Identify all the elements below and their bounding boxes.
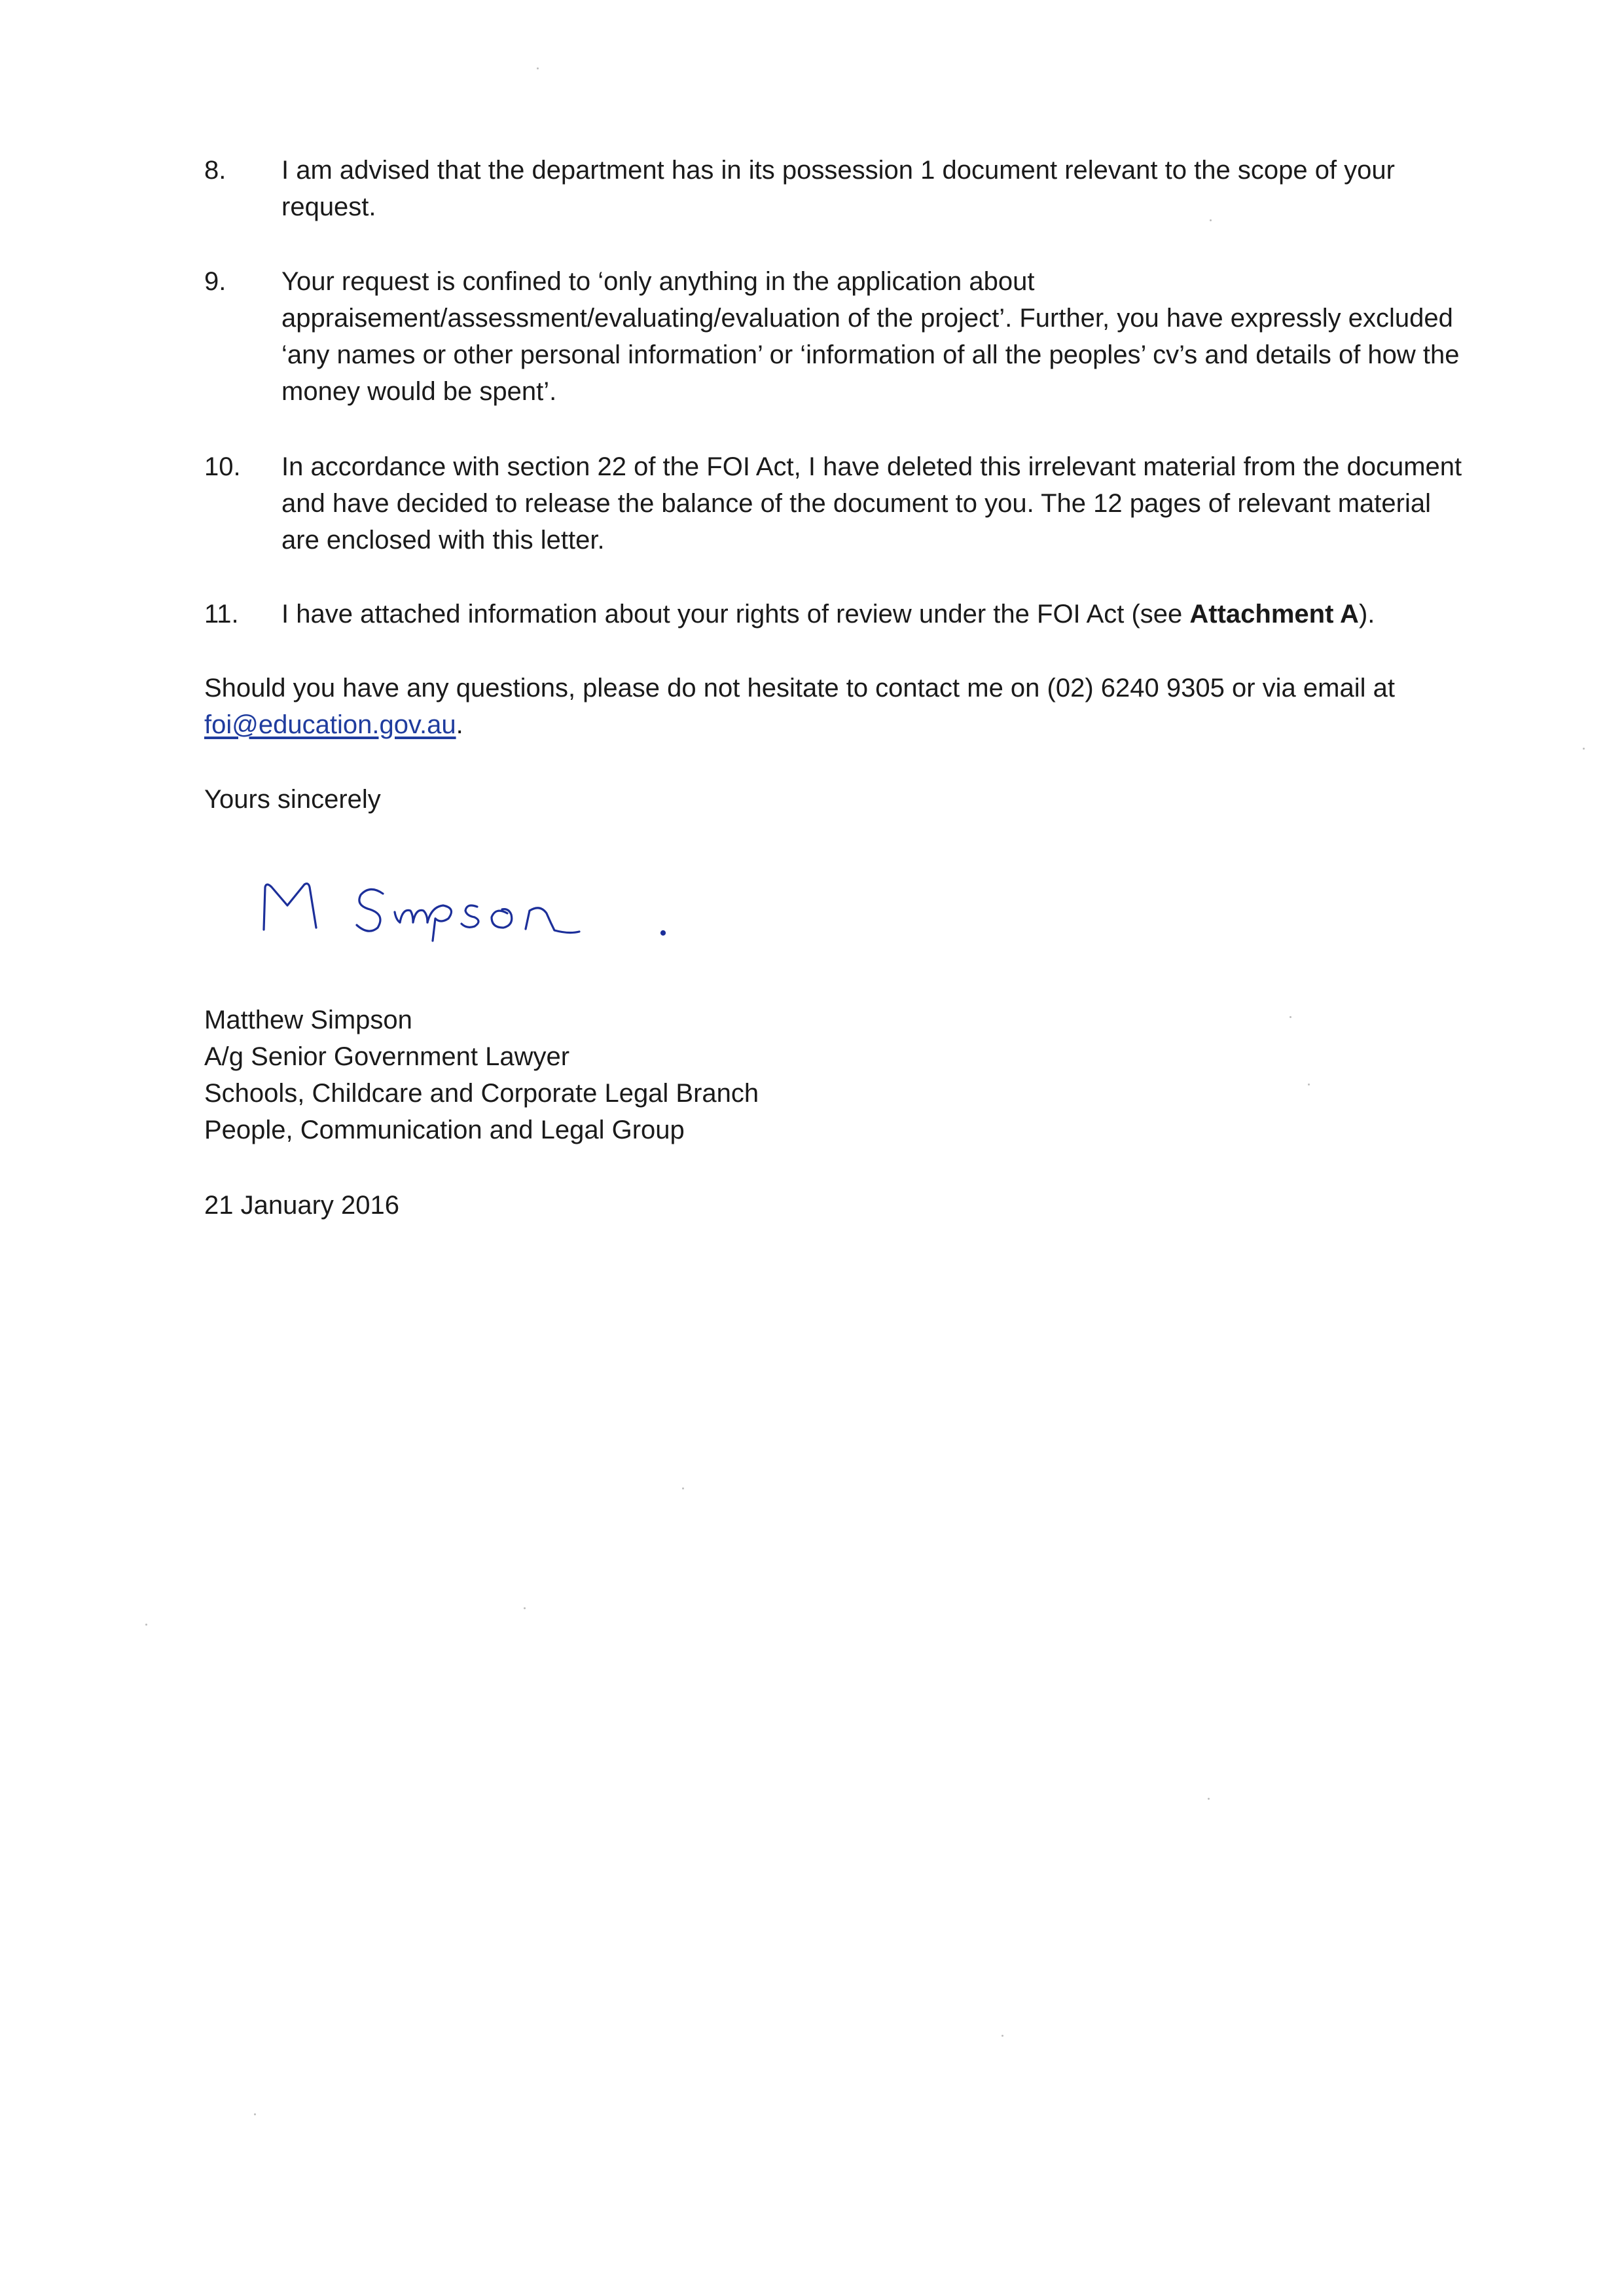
handwritten-signature [259,867,691,946]
letter-date: 21 January 2016 [204,1191,400,1220]
signatory-name: Matthew Simpson [204,1006,412,1034]
paragraph-text-end: ). [1358,600,1375,629]
scan-speck [1290,1016,1291,1018]
paragraph-number: 10. [204,452,241,481]
numbered-paragraph-10 [204,448,1468,558]
paragraph-text: Your request is confined to ‘only anything in the application about appraisement/assessment/evaluating/evaluation of the project’. Further, you have expressly excluded ‘any names or other personal information’ or ‘information of all the peoples’ cv’s and details of how the money would be spent’. [281,267,1460,406]
scan-speck [682,1487,684,1489]
signatory-branch: Schools, Childcare and Corporate Legal Branch [204,1079,759,1108]
scan-speck [145,1624,147,1626]
signatory-block [204,1002,759,1148]
scan-speck [537,67,539,69]
email-link[interactable]: foi@education.gov.au [204,710,456,739]
attachment-reference: Attachment A [1189,600,1359,629]
numbered-paragraph-11 [204,596,1468,632]
paragraph-text: In accordance with section 22 of the FOI Act, I have deleted this irrelevant material from the document and have decided to release the balance of the document to you. The 12 pages of relevant material are enclosed with this letter. [281,452,1462,555]
paragraph-number: 9. [204,267,226,296]
signatory-title: A/g Senior Government Lawyer [204,1042,570,1071]
scan-speck [1583,748,1585,750]
contact-text-end: . [456,710,463,739]
paragraph-text-start: I have attached information about your rights of review under the FOI Act (see [281,600,1190,629]
contact-paragraph [204,670,1468,743]
paragraph-number: 11. [204,600,239,629]
scan-speck [1308,1084,1310,1085]
signatory-group: People, Communication and Legal Group [204,1116,685,1144]
numbered-paragraph-8 [204,152,1468,225]
contact-text: Should you have any questions, please do not hesitate to contact me on (02) 6240 9305 or via email at [204,674,1395,702]
scan-speck [1001,2035,1003,2037]
scan-speck [254,2113,256,2115]
paragraph-number: 8. [204,156,226,185]
paragraph-text [281,596,1468,632]
closing-salutation: Yours sincerely [204,785,381,814]
numbered-paragraph-9 [204,263,1468,410]
paragraph-text: I am advised that the department has in its possession 1 document relevant to the scope of your request. [281,156,1395,221]
scan-speck [524,1607,526,1609]
scan-speck [1208,1798,1210,1800]
